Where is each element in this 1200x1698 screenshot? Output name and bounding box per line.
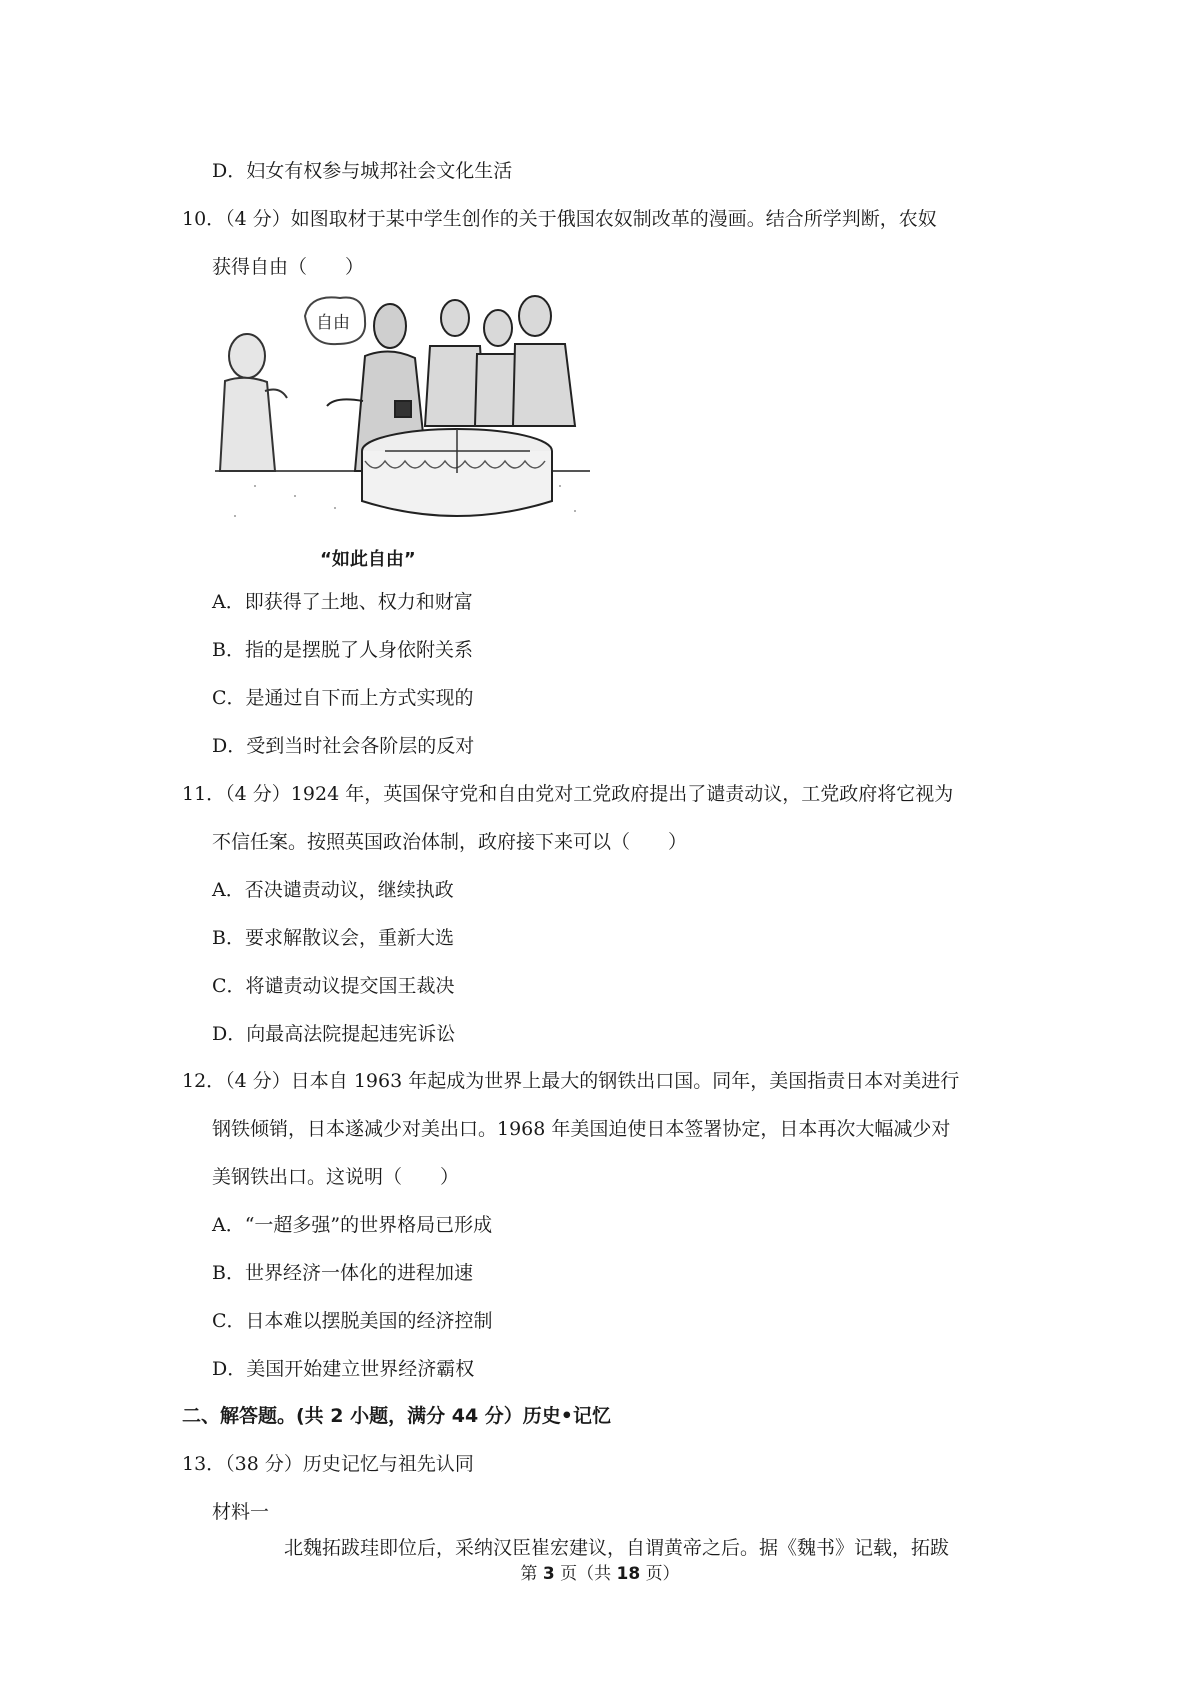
q12-stem-line2: 钢铁倾销，日本遂减少对美出口。1968 年美国迫使日本签署协定，日本再次大幅减少对	[212, 1118, 951, 1140]
q10-option-b: B．指的是摆脱了人身依附关系	[212, 639, 473, 661]
svg-text:自由: 自由	[316, 313, 350, 333]
q13-material-label: 材料一	[212, 1501, 270, 1523]
serf-cartoon-image	[215, 286, 590, 538]
q10-stem-line1: 10．（4 分）如图取材于某中学生创作的关于俄国农奴制改革的漫画。结合所学判断，农奴	[182, 208, 937, 230]
q12-option-d: D．美国开始建立世界经济霸权	[212, 1358, 475, 1380]
q13-stem: 13．（38 分）历史记忆与祖先认同	[182, 1453, 474, 1475]
footer-page-number: 3	[542, 1564, 555, 1584]
q12-option-a: A．“一超多强”的世界格局已形成	[212, 1214, 493, 1236]
q12-stem-line1: 12．（4 分）日本自 1963 年起成为世界上最大的钢铁出口国。同年，美国指责日本对美进行	[182, 1070, 960, 1092]
q12-stem-line3: 美钢铁出口。这说明（ ）	[212, 1166, 460, 1188]
q11-option-a: A．否决谴责动议，继续执政	[212, 879, 454, 901]
footer-suffix: 页）	[645, 1564, 680, 1584]
q12-option-b: B．世界经济一体化的进程加速	[212, 1262, 473, 1284]
page-footer	[0, 1562, 1200, 1586]
q11-stem-line2: 不信任案。按照英国政治体制，政府接下来可以（ ）	[212, 831, 688, 853]
q10-option-a: A．即获得了土地、权力和财富	[212, 591, 473, 613]
q13-material-line1: 北魏拓跋珪即位后，采纳汉臣崔宏建议，自谓黄帝之后。据《魏书》记载，拓跋	[284, 1537, 950, 1559]
q10-option-c: C．是通过自下而上方式实现的	[212, 687, 474, 709]
footer-prefix: 第	[520, 1564, 538, 1584]
q10-option-d: D．受到当时社会各阶层的反对	[212, 735, 475, 757]
cake-drawing	[362, 429, 552, 516]
q11-stem-line1: 11．（4 分）1924 年，英国保守党和自由党对工党政府提出了谴责动议，工党政府将它视为	[182, 783, 954, 805]
speech-bubble	[305, 297, 365, 344]
figure-caption: “如此自由”	[320, 549, 416, 570]
q11-option-b: B．要求解散议会，重新大选	[212, 927, 454, 949]
q10-stem-line2: 获得自由（ ）	[212, 256, 365, 278]
q9-option-d: D．妇女有权参与城邦社会文化生活	[212, 160, 513, 182]
q12-option-c: C．日本难以摆脱美国的经济控制	[212, 1310, 493, 1332]
q11-option-c: C．将谴责动议提交国王裁决	[212, 975, 455, 997]
q11-option-d: D．向最高法院提起违宪诉讼	[212, 1023, 456, 1045]
footer-middle: 页（共	[560, 1564, 612, 1584]
section2-heading: 二、解答题。(共 2 小题，满分 44 分）历史•记忆	[182, 1405, 611, 1427]
footer-total-pages: 18	[616, 1564, 641, 1584]
